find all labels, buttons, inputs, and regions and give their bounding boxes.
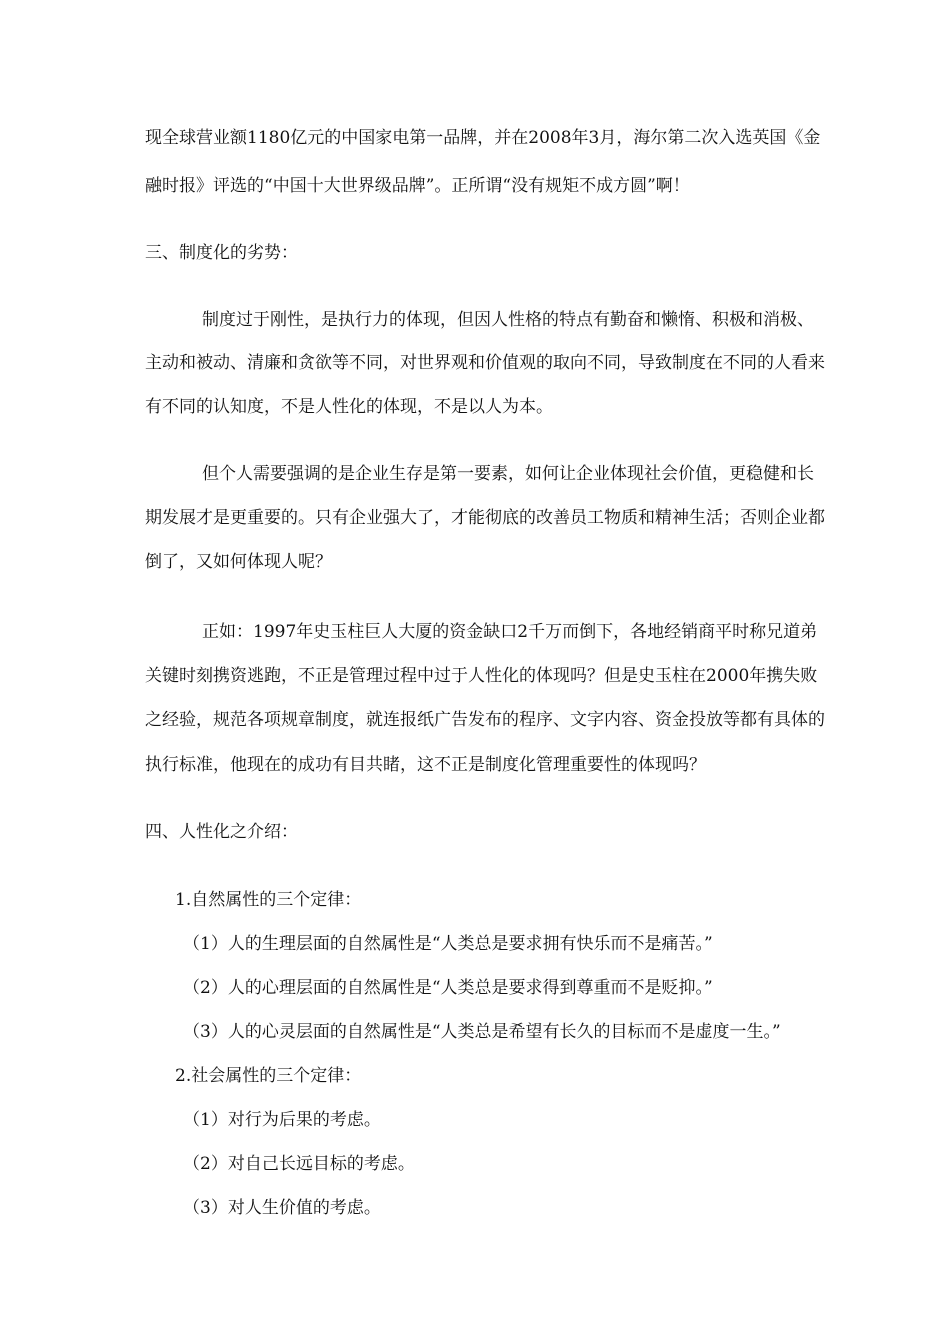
paragraph-4-line-2: 关键时刻携资逃跑，不正是管理过程中过于人性化的体现吗？但是史玉柱在2000年携失败 [145, 666, 818, 686]
list-1-title: 1.自然属性的三个定律： [175, 890, 362, 910]
paragraph-3-line-2: 期发展才是更重要的。只有企业强大了，才能彻底的改善员工物质和精神生活；否则企业都 [145, 508, 825, 528]
paragraph-4-line-3: 之经验，规范各项规章制度，就连报纸广告发布的程序、文字内容、资金投放等都有具体的 [145, 710, 825, 730]
paragraph-3-line-3: 倒了，又如何体现人呢？ [145, 552, 332, 572]
section-3-heading: 三、制度化的劣势： [145, 243, 298, 263]
list-item: （3）对人生价值的考虑。 [183, 1198, 381, 1218]
paragraph-1-line-2: 融时报》评选的“中国十大世界级品牌”。正所谓“没有规矩不成方圆”啊！ [145, 176, 690, 196]
list-item: （2）人的心理层面的自然属性是“人类总是要求得到尊重而不是贬抑。” [183, 978, 713, 998]
list-item: （3）人的心灵层面的自然属性是“人类总是希望有长久的目标而不是虚度一生。” [183, 1022, 781, 1042]
paragraph-2-line-3: 有不同的认知度，不是人性化的体现，不是以人为本。 [145, 397, 553, 417]
list-item: （1）对行为后果的考虑。 [183, 1110, 381, 1130]
section-4-heading: 四、人性化之介绍： [145, 822, 298, 842]
list-item: （2）对自己长远目标的考虑。 [183, 1154, 415, 1174]
paragraph-4-line-4: 执行标准，他现在的成功有目共睹，这不正是制度化管理重要性的体现吗？ [145, 755, 706, 775]
paragraph-1-line-1: 现全球营业额1180亿元的中国家电第一品牌，并在2008年3月，海尔第二次入选英国《金 [145, 128, 821, 148]
paragraph-3-line-1: 但个人需要强调的是企业生存是第一要素，如何让企业体现社会价值，更稳健和长 [202, 464, 814, 484]
list-item: （1）人的生理层面的自然属性是“人类总是要求拥有快乐而不是痛苦。” [183, 934, 713, 954]
paragraph-4-line-1: 正如：1997年史玉柱巨人大厦的资金缺口2千万而倒下，各地经销商平时称兄道弟 [202, 622, 818, 642]
list-2-title: 2.社会属性的三个定律： [175, 1066, 362, 1086]
paragraph-2-line-2: 主动和被动、清廉和贪欲等不同，对世界观和价值观的取向不同，导致制度在不同的人看来 [145, 353, 825, 373]
paragraph-2-line-1: 制度过于刚性，是执行力的体现，但因人性格的特点有勤奋和懒惰、积极和消极、 [202, 310, 814, 330]
